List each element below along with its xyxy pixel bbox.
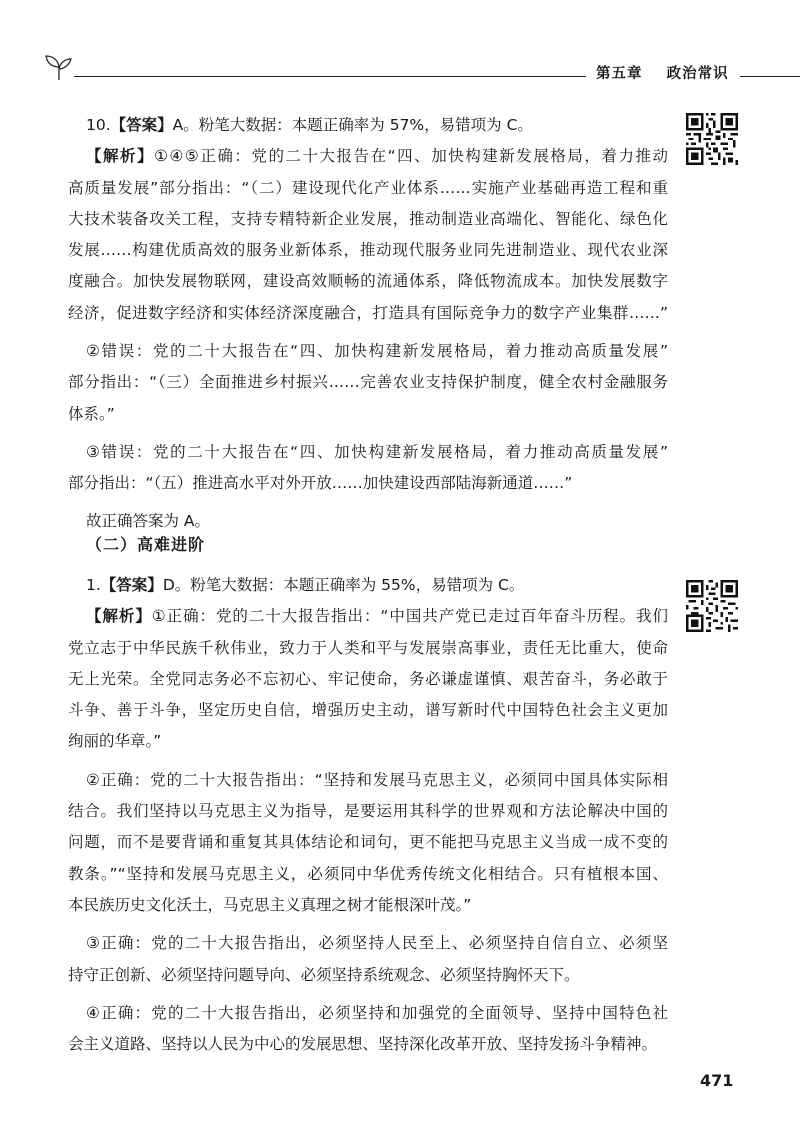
answer-10-analysis-line: 度融合。加快发展物联网，建设高效顺畅的流通体系，降低物流成本。加快发展数字: [68, 272, 668, 291]
answer-1-analysis-line: 【解析】①正确：党的二十大报告指出：“中国共产党已走过百年奋斗历程。我们: [86, 607, 668, 626]
answer-10-analysis-line: 高质量发展”部分指出：“（二）建设现代化产业体系……实施产业基础再造工程和重: [68, 178, 668, 197]
answer-10-option3-line: ③错误：党的二十大报告在“四、加快构建新发展格局，着力推动高质量发展”: [86, 442, 668, 461]
section-heading: （二）高难进阶: [86, 535, 206, 554]
qr-code-icon: [686, 580, 738, 632]
answer-10-option2-line: 部分指出：“（三）全面推进乡村振兴……完善农业支持保护制度，健全农村金融服务: [68, 373, 668, 392]
answer-10-option2-line: 体系。”: [68, 404, 115, 423]
qr-code-icon: [686, 113, 738, 165]
chapter-label: 第五章: [596, 66, 643, 82]
answer-1-lead: 1.【答案】D。粉笔大数据：本题正确率为 55%，易错项为 C。: [86, 576, 525, 594]
answer-10-analysis-line: 【解析】①④⑤正确：党的二十大报告在“四、加快构建新发展格局，着力推动: [86, 147, 668, 166]
header-rule-left: [74, 76, 586, 77]
answer-10-analysis-line: 大技术装备攻关工程，支持专精特新企业发展，推动制造业高端化、智能化、绿色化: [68, 209, 668, 228]
answer-1-option2-line: 问题，而不是要背诵和重复其具体结论和词句，更不能把马克思主义当成一成不变的: [68, 833, 668, 852]
answer-1-option3-line: 持守正创新、必须坚持问题导向、必须坚持系统观念、必须坚持胸怀天下。: [68, 965, 580, 984]
answer-1-analysis-line: 斗争、善于斗争，坚定历史自信，增强历史主动，谱写新时代中国特色社会主义更加: [68, 701, 668, 720]
answer-1-option2-line: 结合。我们坚持以马克思主义为指导，是要运用其科学的世界观和方法论解决中国的: [68, 802, 668, 821]
answer-1-option4-line: ④正确：党的二十大报告指出，必须坚持和加强党的全面领导、坚持中国特色社: [86, 1003, 668, 1022]
answer-10-block: [68, 110, 668, 537]
answer-10-conclusion: 故正确答案为 A。: [86, 511, 211, 530]
page-header: [44, 46, 800, 86]
answer-1-option2-line: 教条。”“坚持和发展马克思主义，必须同中华优秀传统文化相结合。只有植根本国、: [68, 864, 668, 883]
answer-1-analysis-line: 党立志于中华民族千秋伟业，致力于人类和平与发展崇高事业，责任无比重大，使命: [68, 638, 668, 657]
answer-1-analysis-line: 无上光荣。全党同志务必不忘初心、牢记使命，务必谦虚谨慎、艰苦奋斗，务必敢于: [68, 669, 668, 688]
sprout-icon: [44, 52, 74, 82]
answer-1-option2-line: ②正确：党的二十大报告指出：“坚持和发展马克思主义，必须同中国具体实际相: [86, 770, 668, 789]
answer-10-option3-line: 部分指出：“（五）推进高水平对外开放……加快建设西部陆海新通道……”: [68, 474, 573, 493]
answer-1-option3-line: ③正确：党的二十大报告指出，必须坚持人民至上、必须坚持自信自立、必须坚: [86, 934, 668, 953]
answer-1-analysis-line: 绚丽的华章。”: [68, 732, 162, 751]
answer-10-lead: 10.【答案】A。粉笔大数据：本题正确率为 57%，易错项为 C。: [86, 116, 533, 134]
chapter-title: 政治常识: [666, 66, 729, 82]
page-number: 471: [700, 1071, 734, 1090]
answer-1-block: [68, 570, 668, 1060]
answer-10-analysis-line: 经济，促进数字经济和实体经济深度融合，打造具有国际竞争力的数字产业集群……”: [68, 303, 668, 322]
answer-10-analysis-line: 发展……构建优质高效的服务业新体系，推动现代服务业同先进制造业、现代农业深: [68, 241, 668, 260]
header-rule-right: [740, 76, 800, 77]
answer-1-option2-line: 本民族历史文化沃土，马克思主义真理之树才能根深叶茂。”: [68, 895, 472, 914]
chapter-heading: [596, 62, 729, 83]
answer-10-option2-line: ②错误：党的二十大报告在“四、加快构建新发展格局，着力推动高质量发展”: [86, 342, 668, 361]
answer-1-option4-line: 会主义道路、坚持以人民为中心的发展思想、坚持深化改革开放、坚持发扬斗争精神。: [68, 1035, 658, 1054]
